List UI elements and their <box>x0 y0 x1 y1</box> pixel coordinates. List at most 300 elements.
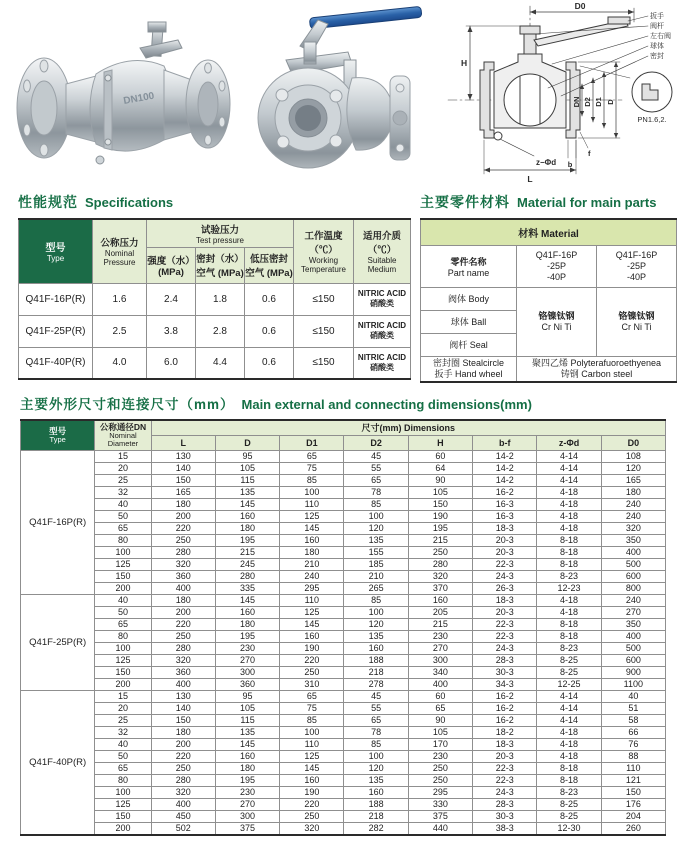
spec-value-cell: 0.6 <box>245 283 294 315</box>
dim-value-cell: 600 <box>601 570 665 582</box>
dim-value-cell: 245 <box>215 558 279 570</box>
dim-row <box>21 630 666 642</box>
dim-value-cell: 250 <box>408 546 472 558</box>
dim-label-d1: D1 <box>594 97 603 107</box>
dim-value-cell: 200 <box>151 738 215 750</box>
dim-value-cell: 100 <box>280 726 344 738</box>
dim-value-cell: 135 <box>344 534 408 546</box>
dim-value-cell: 130 <box>151 450 215 462</box>
dim-value-cell: 180 <box>151 594 215 606</box>
materials-part-body: 阀体 Body <box>421 287 517 310</box>
dim-value-cell: 65 <box>344 474 408 486</box>
dim-row <box>21 822 666 835</box>
dim-value-cell: 270 <box>408 642 472 654</box>
dim-value-cell: 160 <box>215 750 279 762</box>
dim-value-cell: 200 <box>95 582 151 594</box>
dim-column-header: D <box>215 435 279 450</box>
dim-value-cell: 1100 <box>601 678 665 690</box>
dim-value-cell: 310 <box>280 678 344 690</box>
dim-value-cell: 210 <box>280 558 344 570</box>
dim-value-cell: 105 <box>408 726 472 738</box>
dim-value-cell: 230 <box>215 642 279 654</box>
dim-value-cell: 150 <box>601 786 665 798</box>
dim-row <box>21 810 666 822</box>
dim-value-cell: 180 <box>151 498 215 510</box>
materials-part-sealcircle-handwheel: 密封圈 Stealcircle 扳手 Hand wheel <box>421 356 517 382</box>
specifications-title-zh: 性能规范 <box>18 194 78 210</box>
materials-value-1: 铬镍钛钢 Cr Ni Ti <box>517 287 597 356</box>
dim-value-cell: 80 <box>95 630 151 642</box>
dim-value-cell: 105 <box>215 702 279 714</box>
dim-value-cell: 125 <box>280 750 344 762</box>
dim-value-cell: 440 <box>408 822 472 835</box>
dim-value-cell: 16-2 <box>473 690 537 702</box>
dim-value-cell: 95 <box>215 450 279 462</box>
dim-value-cell: 350 <box>601 534 665 546</box>
dim-value-cell: 4-14 <box>537 714 601 726</box>
dim-value-cell: 8-18 <box>537 546 601 558</box>
dim-row <box>21 702 666 714</box>
dim-value-cell: 20 <box>95 462 151 474</box>
dim-value-cell: 502 <box>151 822 215 835</box>
dim-column-header: z-Φd <box>537 435 601 450</box>
dim-value-cell: 295 <box>408 786 472 798</box>
dim-value-cell: 100 <box>95 546 151 558</box>
dim-value-cell: 190 <box>280 786 344 798</box>
spec-value-cell: 4.4 <box>196 347 245 379</box>
dim-row <box>21 594 666 606</box>
dim-value-cell: 195 <box>215 774 279 786</box>
dim-model-cell: Q41F-40P(R) <box>21 690 95 835</box>
dim-value-cell: 4-18 <box>537 498 601 510</box>
dim-value-cell: 270 <box>215 654 279 666</box>
dim-value-cell: 30-3 <box>473 666 537 678</box>
dim-value-cell: 85 <box>344 498 408 510</box>
dim-value-cell: 25 <box>95 714 151 726</box>
dim-value-cell: 14-2 <box>473 474 537 486</box>
dim-value-cell: 24-3 <box>473 642 537 654</box>
materials-value-2: 铬镍钛钢 Cr Ni Ti <box>597 287 677 356</box>
dim-value-cell: 218 <box>344 810 408 822</box>
spec-header-seal: 密封（水） 空气 (MPa) <box>196 247 245 283</box>
dim-header-type: 型号 Type <box>21 420 95 450</box>
dim-value-cell: 400 <box>601 546 665 558</box>
dim-value-cell: 250 <box>151 630 215 642</box>
dim-value-cell: 195 <box>215 534 279 546</box>
dim-value-cell: 4-14 <box>537 462 601 474</box>
dim-value-cell: 220 <box>280 798 344 810</box>
dim-value-cell: 160 <box>280 774 344 786</box>
dim-value-cell: 160 <box>344 786 408 798</box>
dim-value-cell: 75 <box>280 702 344 714</box>
dim-value-cell: 250 <box>151 534 215 546</box>
dim-row <box>21 486 666 498</box>
dim-value-cell: 55 <box>344 462 408 474</box>
dim-value-cell: 14-2 <box>473 450 537 462</box>
dim-value-cell: 360 <box>151 666 215 678</box>
dim-value-cell: 230 <box>215 786 279 798</box>
dim-value-cell: 335 <box>215 582 279 594</box>
spec-header-medium: 适用介质（℃） Suitable Medium <box>354 219 411 283</box>
dim-value-cell: 22-3 <box>473 762 537 774</box>
dim-value-cell: 500 <box>601 558 665 570</box>
dim-row <box>21 726 666 738</box>
dim-value-cell: 320 <box>408 570 472 582</box>
dim-value-cell: 8-23 <box>537 642 601 654</box>
dim-value-cell: 38-3 <box>473 822 537 835</box>
dim-value-cell: 24-3 <box>473 570 537 582</box>
dim-value-cell: 375 <box>408 810 472 822</box>
dim-value-cell: 66 <box>601 726 665 738</box>
dim-value-cell: 40 <box>95 594 151 606</box>
spec-row <box>19 283 411 315</box>
dim-row <box>21 570 666 582</box>
dim-value-cell: 40 <box>95 738 151 750</box>
dim-value-cell: 320 <box>601 522 665 534</box>
dim-value-cell: 900 <box>601 666 665 678</box>
body-marking-dn100: DN100 <box>122 90 156 107</box>
dim-value-cell: 210 <box>344 570 408 582</box>
dim-value-cell: 185 <box>344 558 408 570</box>
dim-value-cell: 4-14 <box>537 450 601 462</box>
spec-row <box>19 315 411 347</box>
spec-value-cell: 0.6 <box>245 315 294 347</box>
dim-value-cell: 450 <box>151 810 215 822</box>
dim-value-cell: 18-3 <box>473 594 537 606</box>
dim-value-cell: 8-18 <box>537 558 601 570</box>
dim-value-cell: 40 <box>601 690 665 702</box>
dim-value-cell: 180 <box>215 762 279 774</box>
materials-header-model-2: Q41F-16P -25P -40P <box>597 245 677 287</box>
dim-value-cell: 240 <box>601 510 665 522</box>
dim-value-cell: 150 <box>95 570 151 582</box>
dim-value-cell: 320 <box>151 654 215 666</box>
spec-type-cell: Q41F-40P(R) <box>19 347 93 379</box>
dim-value-cell: 4-18 <box>537 738 601 750</box>
dim-value-cell: 180 <box>280 546 344 558</box>
dim-value-cell: 250 <box>151 762 215 774</box>
dim-value-cell: 135 <box>344 630 408 642</box>
dim-value-cell: 8-18 <box>537 630 601 642</box>
dim-value-cell: 20-3 <box>473 546 537 558</box>
dim-value-cell: 155 <box>344 546 408 558</box>
dim-value-cell: 8-23 <box>537 570 601 582</box>
dim-row <box>21 606 666 618</box>
dim-value-cell: 65 <box>280 450 344 462</box>
dim-value-cell: 100 <box>344 510 408 522</box>
dim-value-cell: 145 <box>280 762 344 774</box>
dim-row <box>21 666 666 678</box>
dim-value-cell: 75 <box>280 462 344 474</box>
dim-value-cell: 26-3 <box>473 582 537 594</box>
dim-value-cell: 200 <box>95 822 151 835</box>
dim-value-cell: 16-3 <box>473 510 537 522</box>
spec-value-cell: 2.4 <box>147 283 196 315</box>
dim-value-cell: 800 <box>601 582 665 594</box>
dim-value-cell: 195 <box>215 630 279 642</box>
dim-value-cell: 375 <box>215 822 279 835</box>
dim-value-cell: 90 <box>408 474 472 486</box>
dim-value-cell: 125 <box>95 798 151 810</box>
materials-title-en: Material for main parts <box>517 195 657 210</box>
specifications-title-en: Specifications <box>85 195 174 210</box>
dim-value-cell: 340 <box>408 666 472 678</box>
dim-value-cell: 120 <box>344 618 408 630</box>
dim-value-cell: 12-25 <box>537 678 601 690</box>
dim-value-cell: 120 <box>601 462 665 474</box>
materials-header-model-1: Q41F-16P -25P -40P <box>517 245 597 287</box>
dim-value-cell: 15 <box>95 450 151 462</box>
spec-value-cell: 2.8 <box>196 315 245 347</box>
dim-value-cell: 60 <box>408 450 472 462</box>
dim-value-cell: 190 <box>408 510 472 522</box>
dim-value-cell: 120 <box>344 522 408 534</box>
dim-value-cell: 32 <box>95 486 151 498</box>
materials-header-partname: 零件名称 Part name <box>421 245 517 287</box>
dim-value-cell: 76 <box>601 738 665 750</box>
dim-value-cell: 125 <box>280 606 344 618</box>
dim-row <box>21 558 666 570</box>
dim-value-cell: 4-18 <box>537 522 601 534</box>
dim-value-cell: 40 <box>95 498 151 510</box>
figures-strip <box>0 0 680 186</box>
spec-value-cell: ≤150 <box>294 315 354 347</box>
dim-value-cell: 320 <box>151 786 215 798</box>
dim-header-group: 尺寸(mm) Dimensions <box>151 420 665 435</box>
dim-value-cell: 400 <box>601 630 665 642</box>
dim-row <box>21 546 666 558</box>
dim-value-cell: 100 <box>95 642 151 654</box>
dim-value-cell: 205 <box>408 606 472 618</box>
dim-value-cell: 80 <box>95 774 151 786</box>
dim-value-cell: 265 <box>344 582 408 594</box>
spec-header-test-group: 试验压力 Test pressure <box>147 219 294 247</box>
dim-value-cell: 240 <box>601 498 665 510</box>
dim-value-cell: 295 <box>280 582 344 594</box>
specifications-table <box>18 218 411 380</box>
dim-value-cell: 12-30 <box>537 822 601 835</box>
dim-column-header: H <box>408 435 472 450</box>
specifications-tbody <box>19 283 411 379</box>
dim-value-cell: 220 <box>151 618 215 630</box>
dim-value-cell: 14-2 <box>473 462 537 474</box>
dim-column-header: L <box>151 435 215 450</box>
dim-value-cell: 220 <box>151 522 215 534</box>
dim-value-cell: 145 <box>215 498 279 510</box>
detail-label-pn: PN1.6,2. <box>637 115 667 124</box>
dim-value-cell: 145 <box>280 618 344 630</box>
dim-value-cell: 140 <box>151 462 215 474</box>
part-label-stem: 阀杆 <box>650 23 664 30</box>
dimensions-title-zh: 主要外形尺寸和连接尺寸（mm） <box>20 397 235 412</box>
dim-value-cell: 188 <box>344 798 408 810</box>
spec-medium-cell: NITRIC ACID 硝酸类 <box>354 283 411 315</box>
dim-value-cell: 150 <box>95 666 151 678</box>
dim-value-cell: 51 <box>601 702 665 714</box>
spec-value-cell: 6.0 <box>147 347 196 379</box>
dim-value-cell: 145 <box>215 594 279 606</box>
materials-part-seal: 阀杆 Seal <box>421 333 517 356</box>
dim-column-header: D0 <box>601 435 665 450</box>
dim-value-cell: 8-23 <box>537 786 601 798</box>
dim-label-d0: D0 <box>574 1 586 11</box>
dim-value-cell: 500 <box>601 642 665 654</box>
dim-value-cell: 320 <box>280 822 344 835</box>
dim-value-cell: 135 <box>215 486 279 498</box>
dim-value-cell: 160 <box>215 510 279 522</box>
spec-header-temp: 工作温度（℃） Working Temperature <box>294 219 354 283</box>
dim-value-cell: 170 <box>408 738 472 750</box>
dim-row <box>21 738 666 750</box>
dim-value-cell: 140 <box>151 702 215 714</box>
dim-label-h: H <box>461 58 468 68</box>
dim-value-cell: 8-25 <box>537 798 601 810</box>
dim-value-cell: 100 <box>344 750 408 762</box>
dimensions-title <box>20 393 666 413</box>
dim-value-cell: 18-2 <box>473 726 537 738</box>
dim-value-cell: 600 <box>601 654 665 666</box>
dim-value-cell: 110 <box>280 498 344 510</box>
part-label-handle: 扳手 <box>650 13 664 20</box>
dim-value-cell: 4-14 <box>537 474 601 486</box>
dim-label-l: L <box>527 174 533 184</box>
dim-value-cell: 200 <box>95 678 151 690</box>
dim-value-cell: 32 <box>95 726 151 738</box>
valve-technical-drawing <box>430 0 680 186</box>
spec-value-cell: 1.8 <box>196 283 245 315</box>
dim-row <box>21 786 666 798</box>
dim-value-cell: 18-3 <box>473 522 537 534</box>
dim-value-cell: 50 <box>95 510 151 522</box>
dim-value-cell: 150 <box>95 810 151 822</box>
dim-row <box>21 582 666 594</box>
dim-row <box>21 714 666 726</box>
dim-row <box>21 642 666 654</box>
dim-column-header: D2 <box>344 435 408 450</box>
dim-value-cell: 115 <box>215 714 279 726</box>
spec-type-cell: Q41F-25P(R) <box>19 315 93 347</box>
dim-value-cell: 4-14 <box>537 702 601 714</box>
dim-value-cell: 165 <box>601 474 665 486</box>
dim-label-dn: DN <box>572 96 581 108</box>
dim-value-cell: 280 <box>151 546 215 558</box>
dim-value-cell: 65 <box>280 690 344 702</box>
spec-type-cell: Q41F-16P(R) <box>19 283 93 315</box>
dim-value-cell: 145 <box>280 522 344 534</box>
spec-value-cell: ≤150 <box>294 283 354 315</box>
dim-value-cell: 64 <box>408 462 472 474</box>
dim-value-cell: 16-3 <box>473 498 537 510</box>
dim-value-cell: 280 <box>408 558 472 570</box>
dim-row <box>21 462 666 474</box>
dim-value-cell: 160 <box>215 606 279 618</box>
dim-value-cell: 30-3 <box>473 810 537 822</box>
dim-value-cell: 135 <box>344 774 408 786</box>
dim-value-cell: 282 <box>344 822 408 835</box>
dim-value-cell: 78 <box>344 486 408 498</box>
dim-value-cell: 4-18 <box>537 486 601 498</box>
dim-value-cell: 360 <box>151 570 215 582</box>
spec-header-nominal: 公称压力 Nominal Pressure <box>93 219 147 283</box>
dim-value-cell: 260 <box>601 822 665 835</box>
dim-row <box>21 774 666 786</box>
materials-table <box>420 218 677 383</box>
dim-value-cell: 195 <box>408 522 472 534</box>
dim-value-cell: 220 <box>151 750 215 762</box>
dim-value-cell: 22-3 <box>473 630 537 642</box>
spec-value-cell: 2.5 <box>93 315 147 347</box>
dim-label-f: f <box>588 149 591 158</box>
dimensions-title-en: Main external and connecting dimensions(mm) <box>241 397 532 412</box>
spec-header-lowpressure: 低压密封 空气 (MPa) <box>245 247 294 283</box>
dim-value-cell: 180 <box>215 522 279 534</box>
dim-value-cell: 300 <box>215 666 279 678</box>
dim-value-cell: 65 <box>95 522 151 534</box>
dim-value-cell: 370 <box>408 582 472 594</box>
dim-value-cell: 270 <box>601 606 665 618</box>
dim-value-cell: 108 <box>601 450 665 462</box>
dim-row <box>21 654 666 666</box>
dim-value-cell: 78 <box>344 726 408 738</box>
dim-value-cell: 8-18 <box>537 774 601 786</box>
dim-value-cell: 50 <box>95 606 151 618</box>
dim-value-cell: 280 <box>215 570 279 582</box>
dim-value-cell: 250 <box>280 810 344 822</box>
spec-row <box>19 347 411 379</box>
dim-value-cell: 125 <box>95 654 151 666</box>
dim-value-cell: 190 <box>280 642 344 654</box>
dim-value-cell: 400 <box>151 582 215 594</box>
dim-value-cell: 215 <box>408 618 472 630</box>
dim-value-cell: 88 <box>601 750 665 762</box>
dim-value-cell: 20 <box>95 702 151 714</box>
dim-row <box>21 618 666 630</box>
dim-value-cell: 240 <box>280 570 344 582</box>
dim-value-cell: 160 <box>280 534 344 546</box>
materials-part-ball: 球体 Ball <box>421 310 517 333</box>
spec-medium-cell: NITRIC ACID 硝酸类 <box>354 347 411 379</box>
dim-value-cell: 28-3 <box>473 798 537 810</box>
spec-value-cell: 0.6 <box>245 347 294 379</box>
spec-value-cell: 1.6 <box>93 283 147 315</box>
dim-value-cell: 400 <box>151 678 215 690</box>
dim-value-cell: 150 <box>408 498 472 510</box>
part-label-ball: 球体 <box>650 43 664 50</box>
dim-value-cell: 105 <box>408 486 472 498</box>
dim-value-cell: 360 <box>215 678 279 690</box>
dim-value-cell: 300 <box>215 810 279 822</box>
dim-value-cell: 8-18 <box>537 534 601 546</box>
dim-value-cell: 215 <box>408 534 472 546</box>
dim-value-cell: 105 <box>215 462 279 474</box>
dim-value-cell: 300 <box>408 654 472 666</box>
dim-value-cell: 400 <box>408 678 472 690</box>
dim-value-cell: 65 <box>344 714 408 726</box>
dim-value-cell: 125 <box>95 558 151 570</box>
dim-value-cell: 45 <box>344 450 408 462</box>
dim-value-cell: 100 <box>344 606 408 618</box>
dim-value-cell: 200 <box>151 606 215 618</box>
dim-value-cell: 160 <box>344 642 408 654</box>
dim-value-cell: 250 <box>408 762 472 774</box>
blue-lever-handle <box>300 6 422 52</box>
dim-row <box>21 798 666 810</box>
dim-value-cell: 15 <box>95 690 151 702</box>
dim-value-cell: 34-3 <box>473 678 537 690</box>
dim-value-cell: 4-18 <box>537 606 601 618</box>
dim-row <box>21 762 666 774</box>
dim-value-cell: 180 <box>601 486 665 498</box>
